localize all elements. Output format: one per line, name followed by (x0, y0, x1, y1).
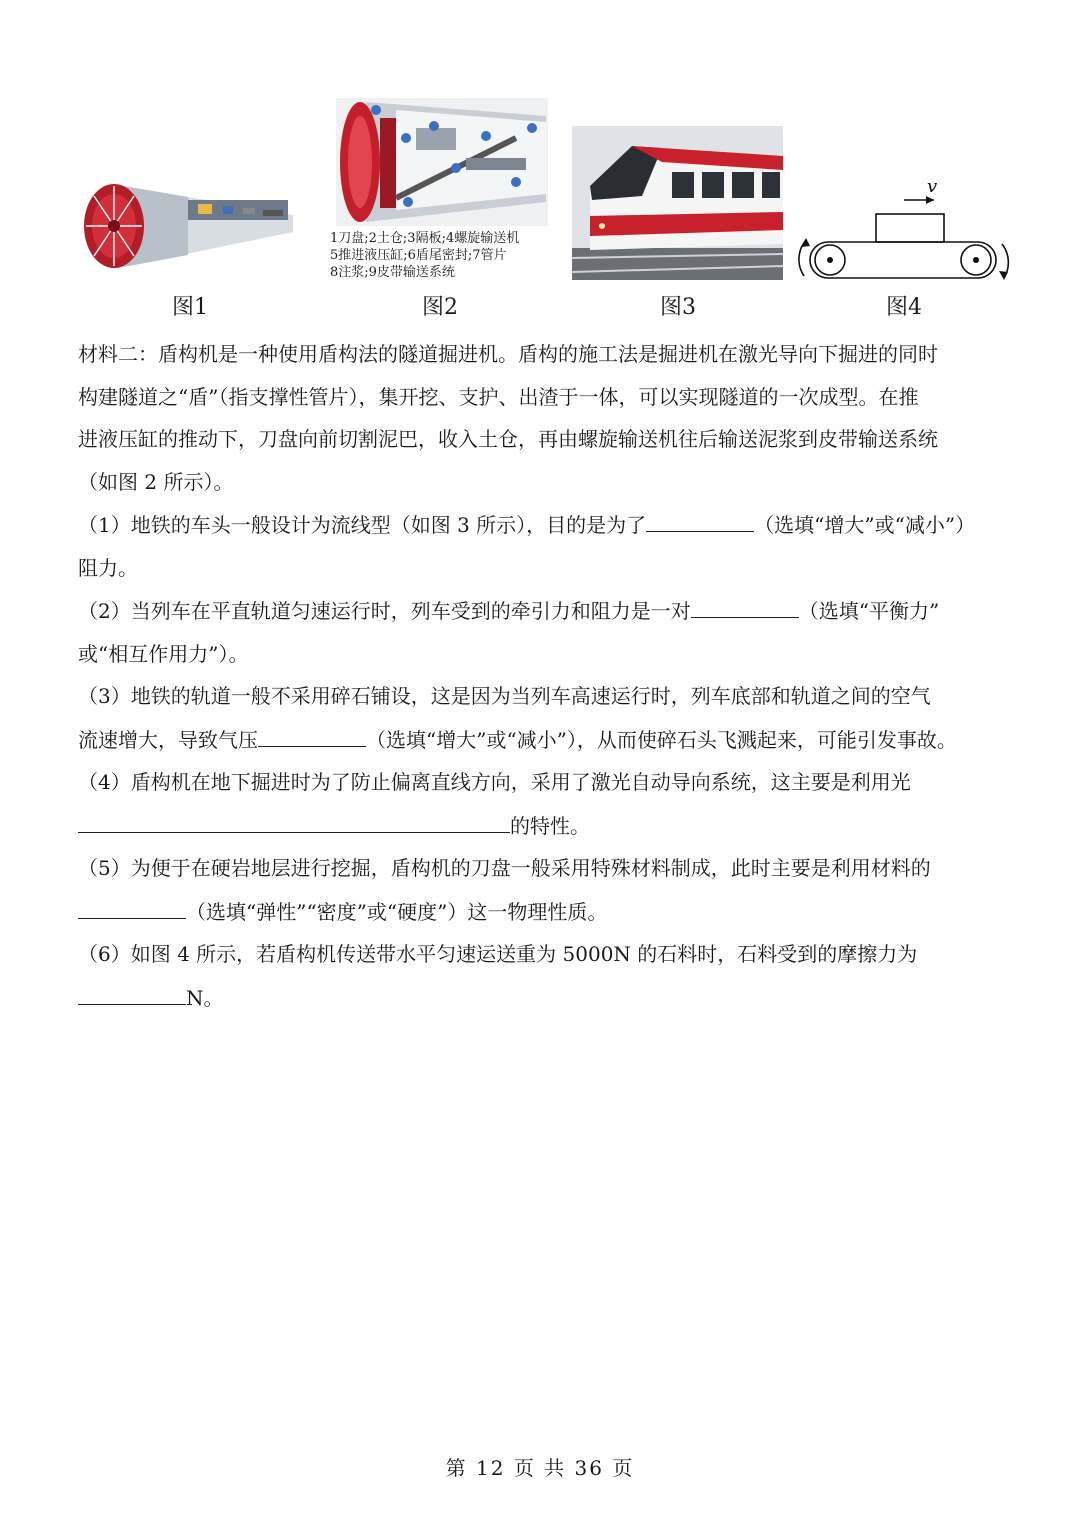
figure-row (0, 90, 1080, 330)
question-5-cont: （选填“弹性”“密度”或“硬度”）这一物理性质。 (78, 890, 1004, 934)
figure-2-caption: 图2 (422, 295, 458, 320)
question-4-cont: 的特性。 (78, 804, 1004, 848)
question-4: （4）盾构机在地下掘进时为了防止偏离直线方向，采用了激光自动导向系统，这主要是利用光 (78, 770, 911, 794)
figure-2-legend (330, 230, 560, 281)
material2-line: 进液压缸的推动下，刀盘向前切割泥巴，收入土仓，再由螺旋输送机往后输送泥浆到皮带输送系统 (78, 427, 938, 451)
question-body (78, 333, 1004, 1019)
page-footer: 第 12 页 共 36 页 (445, 1456, 635, 1480)
figure-1-shield-machine-image (78, 170, 300, 282)
answer-blank-5 (78, 890, 186, 919)
question-6-cont: N。 (78, 976, 1004, 1020)
question-1-cont: 阻力。 (78, 555, 138, 580)
figure-2-legend-line: 1刀盘;2土仓;3隔板;4螺旋输送机 (330, 231, 520, 246)
figure-4-conveyor-diagram (792, 170, 1016, 290)
question-3: （3）地铁的轨道一般不采用碎石铺设，这是因为当列车高速运行时，列车底部和轨道之间的空气 (78, 684, 931, 708)
question-2-cont: 或“相互作用力”）。 (78, 641, 249, 666)
answer-blank-3 (258, 718, 366, 747)
figure-4-caption: 图4 (886, 295, 922, 320)
question-2: （2）当列车在平直轨道匀速运行时，列车受到的牵引力和阻力是一对 （选填“平衡力” (78, 589, 1004, 633)
question-1: （1）地铁的车头一般设计为流线型（如图 3 所示），目的是为了 （选填“增大”或“减小”） (78, 503, 1004, 547)
velocity-label: v (927, 176, 938, 197)
answer-blank-4 (78, 804, 510, 833)
question-5: （5）为便于在硬岩地层进行挖掘，盾构机的刀盘一般采用特殊材料制成，此时主要是利用材料的 (78, 856, 931, 880)
material2-line: （如图 2 所示）。 (78, 469, 234, 494)
figure-3-caption: 图3 (660, 295, 696, 320)
answer-blank-1 (646, 503, 754, 532)
figure-2-legend-line: 8注浆;9皮带输送系统 (330, 265, 455, 280)
material2-line: 材料二：盾构机是一种使用盾构法的隧道掘进机。盾构的施工法是掘进机在激光导向下掘进的同时 (78, 342, 938, 366)
answer-blank-2 (691, 589, 799, 618)
question-3-cont: 流速增大，导致气压 （选填“增大”或“减小”），从而使碎石头飞溅起来，可能引发事故。 (78, 718, 1004, 762)
figure-1-caption: 图1 (172, 295, 208, 320)
answer-blank-6 (78, 976, 186, 1005)
question-6: （6）如图 4 所示，若盾构机传送带水平匀速运送重为 5000N 的石料时，石料受到的摩擦力为 (78, 942, 918, 966)
figure-3-train-image (572, 126, 783, 280)
figure-2-legend-line: 5推进液压缸;6盾尾密封;7管片 (330, 248, 507, 263)
material2-line: 构建隧道之“盾”（指支撑性管片），集开挖、支护、出渣于一体，可以实现隧道的一次成型。在推 (78, 384, 919, 409)
figure-2-cutaway-image (336, 98, 548, 226)
